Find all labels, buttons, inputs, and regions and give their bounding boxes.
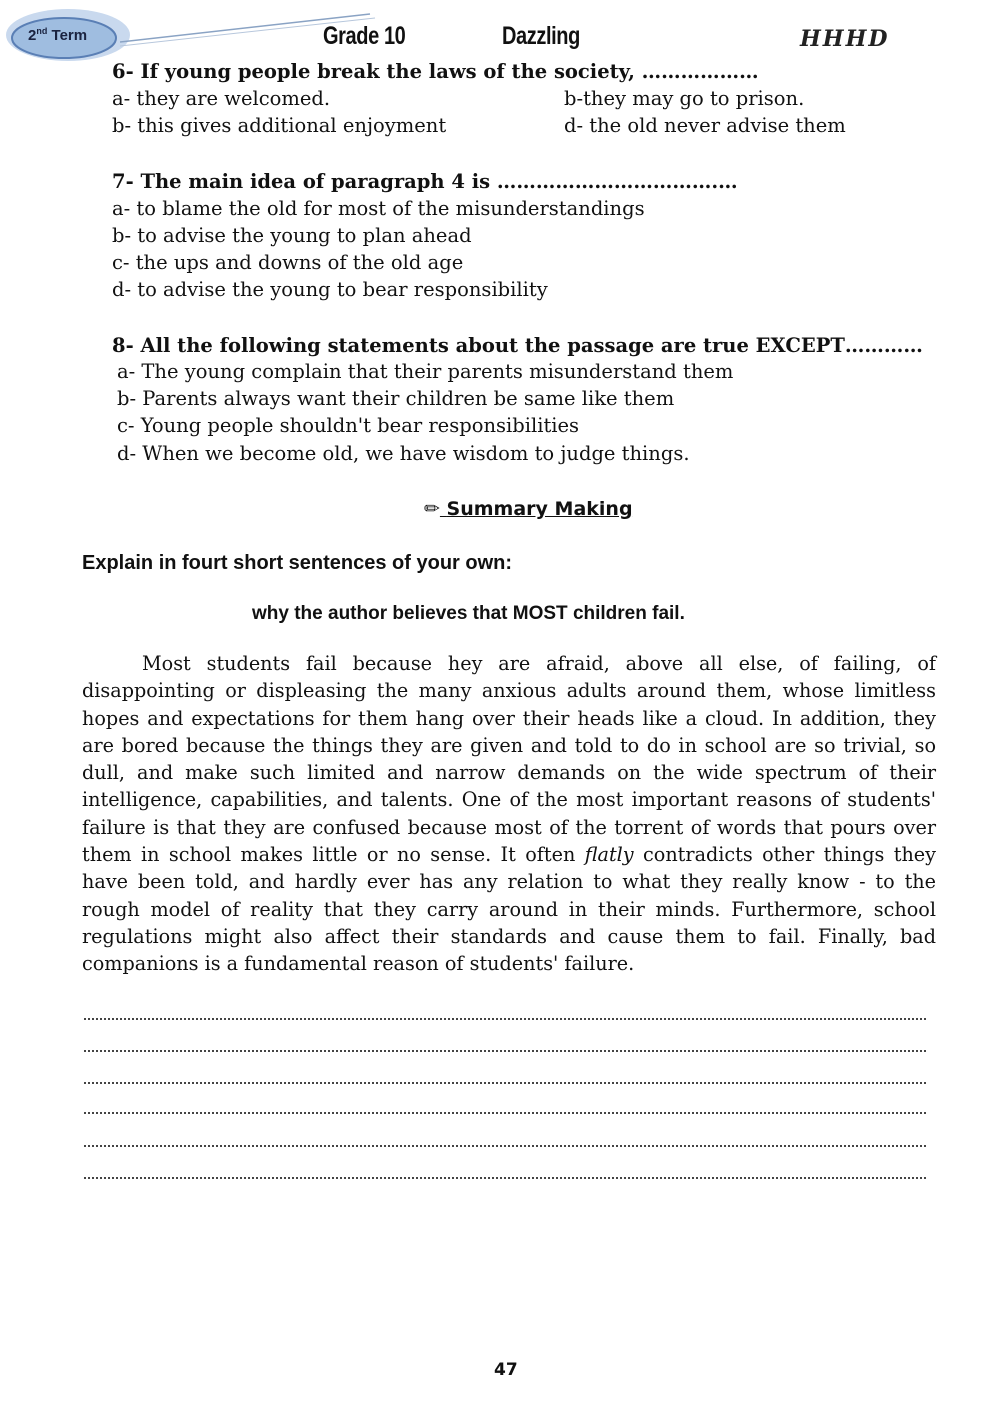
q8-option-d: d- When we become old, we have wisdom to judge things.: [117, 442, 690, 465]
answer-line[interactable]: [84, 1112, 926, 1114]
question-7: 7- The main idea of paragraph 4 is …………………………….…: [112, 170, 738, 193]
question-8: 8- All the following statements about the passage are true EXCEPT…………: [112, 334, 923, 357]
q6-option-a: a- they are welcomed.: [112, 87, 331, 110]
q8-option-a: a- The young complain that their parents misunderstand them: [117, 360, 734, 383]
q6-option-b: b-they may go to prison.: [564, 87, 805, 110]
q6-option-d: d- the old never advise them: [564, 114, 846, 137]
q7-option-b: b- to advise the young to plan ahead: [112, 224, 472, 247]
passage-paragraph: Most students fail because hey are afraid, above all else, of failing, of disappointing or displeasing the many anxious adults around them, whose limitless hopes and expectations for them hang over their heads like a cloud. In addition, they are bored because the things they are given and told to do in school are so trivial, so dull, and make such limited and narrow demands on the wide spectrum of their intelligence, capabilities, and talents. One of the most important reasons of students' failure is that they are confused because most of the torrent of words that pours over them in school makes little or no sense. It often flatly contradicts other things they have been told, and hardly ever has any relation to what they really know - to the rough model of reality that they carry around in their minds. Furthermore, school regulations might also affect their standards and cause them to fail. Finally, bad companions is a fundamental reason of students' failure.: [82, 652, 936, 976]
summary-heading: ✏ Summary Making: [424, 498, 633, 520]
q7-option-d: d- to advise the young to bear responsibility: [112, 278, 548, 301]
grade-label: Grade 10: [323, 22, 406, 50]
answer-line[interactable]: [84, 1082, 926, 1084]
book-title: Dazzling: [502, 22, 580, 50]
answer-line[interactable]: [84, 1050, 926, 1052]
q8-option-b: b- Parents always want their children be same like them: [117, 387, 675, 410]
answer-line[interactable]: [84, 1145, 926, 1147]
answer-line[interactable]: [84, 1018, 926, 1020]
summary-topic: why the author believes that MOST children fail.: [252, 603, 685, 624]
author-logo: HHHD: [800, 26, 890, 52]
q7-option-a: a- to blame the old for most of the misunderstandings: [112, 197, 645, 220]
pencil-icon: ✏: [424, 498, 440, 520]
page-number: 47: [494, 1360, 518, 1380]
question-6: 6- If young people break the laws of the society, ………………: [112, 60, 759, 83]
term-label: 2nd Term: [28, 26, 88, 44]
summary-instruction: Explain in fourt short sentences of your own:: [82, 552, 513, 574]
q8-option-c: c- Young people shouldn't bear responsibilities: [117, 414, 580, 437]
q6-option-c: b- this gives additional enjoyment: [112, 114, 447, 137]
q7-option-c: c- the ups and downs of the old age: [112, 251, 464, 274]
answer-line[interactable]: [84, 1177, 926, 1179]
